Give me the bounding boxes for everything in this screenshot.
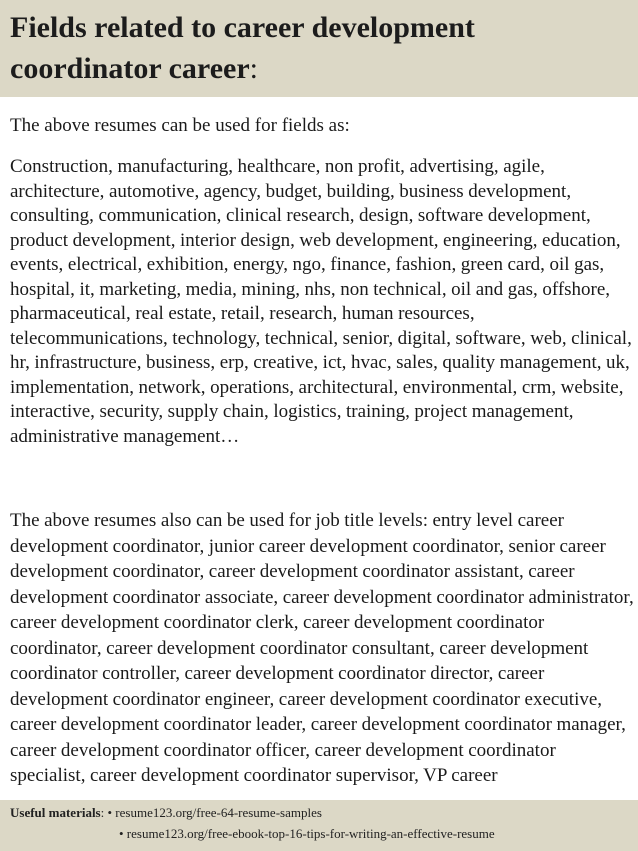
footer-banner <box>0 800 638 851</box>
useful-materials-label: Useful materials <box>10 805 101 820</box>
footer-separator: : <box>100 805 108 820</box>
intro-text: The above resumes can be used for fields as: <box>10 115 350 136</box>
resource-link-1[interactable]: • resume123.org/free-64-resume-samples <box>107 805 322 820</box>
footer-row-1 <box>10 803 322 822</box>
page-title <box>10 7 630 89</box>
fields-paragraph: Construction, manufacturing, healthcare, non profit, advertising, agile, architecture, automotive, agency, budget, building, business development, consulting, communication, clinical research, design, software development, product development, interior design, web development, engineering, education, events, electrical, exhibition, energy, ngo, finance, fashion, green card, oil gas, hospital, it, marketing, media, mining, nhs, non technical, oil and gas, offshore, pharmaceutical, real estate, retail, research, human resources, telecommunications, technology, technical, senior, digital, software, web, clinical, hr, infrastructure, business, erp, creative, ict, hvac, sales, quality management, uk, implementation, network, operations, architectural, environmental, crm, website, interactive, security, supply chain, logistics, training, project management, administrative management… <box>10 156 632 447</box>
page-title-colon: : <box>249 52 258 85</box>
title-banner <box>0 0 638 97</box>
footer-row-2 <box>119 824 495 843</box>
page-title-text: Fields related to career development coordinator career <box>10 11 475 85</box>
resource-link-2[interactable]: • resume123.org/free-ebook-top-16-tips-for-writing-an-effective-resume <box>119 826 495 841</box>
job-levels-paragraph: The above resumes also can be used for job title levels: entry level career development coordinator, junior career development coordinator, senior career development coordinator, career development coordinator assistant, career development coordinator associate, career development coordinator administrator, career development coordinator clerk, career development coordinator coordinator, career development coordinator consultant, career development coordinator controller, career development coordinator director, career development coordinator engineer, career development coordinator executive, career development coordinator leader, career development coordinator manager, career development coordinator officer, career development coordinator specialist, career development coordinator supervisor, VP career <box>10 510 634 786</box>
